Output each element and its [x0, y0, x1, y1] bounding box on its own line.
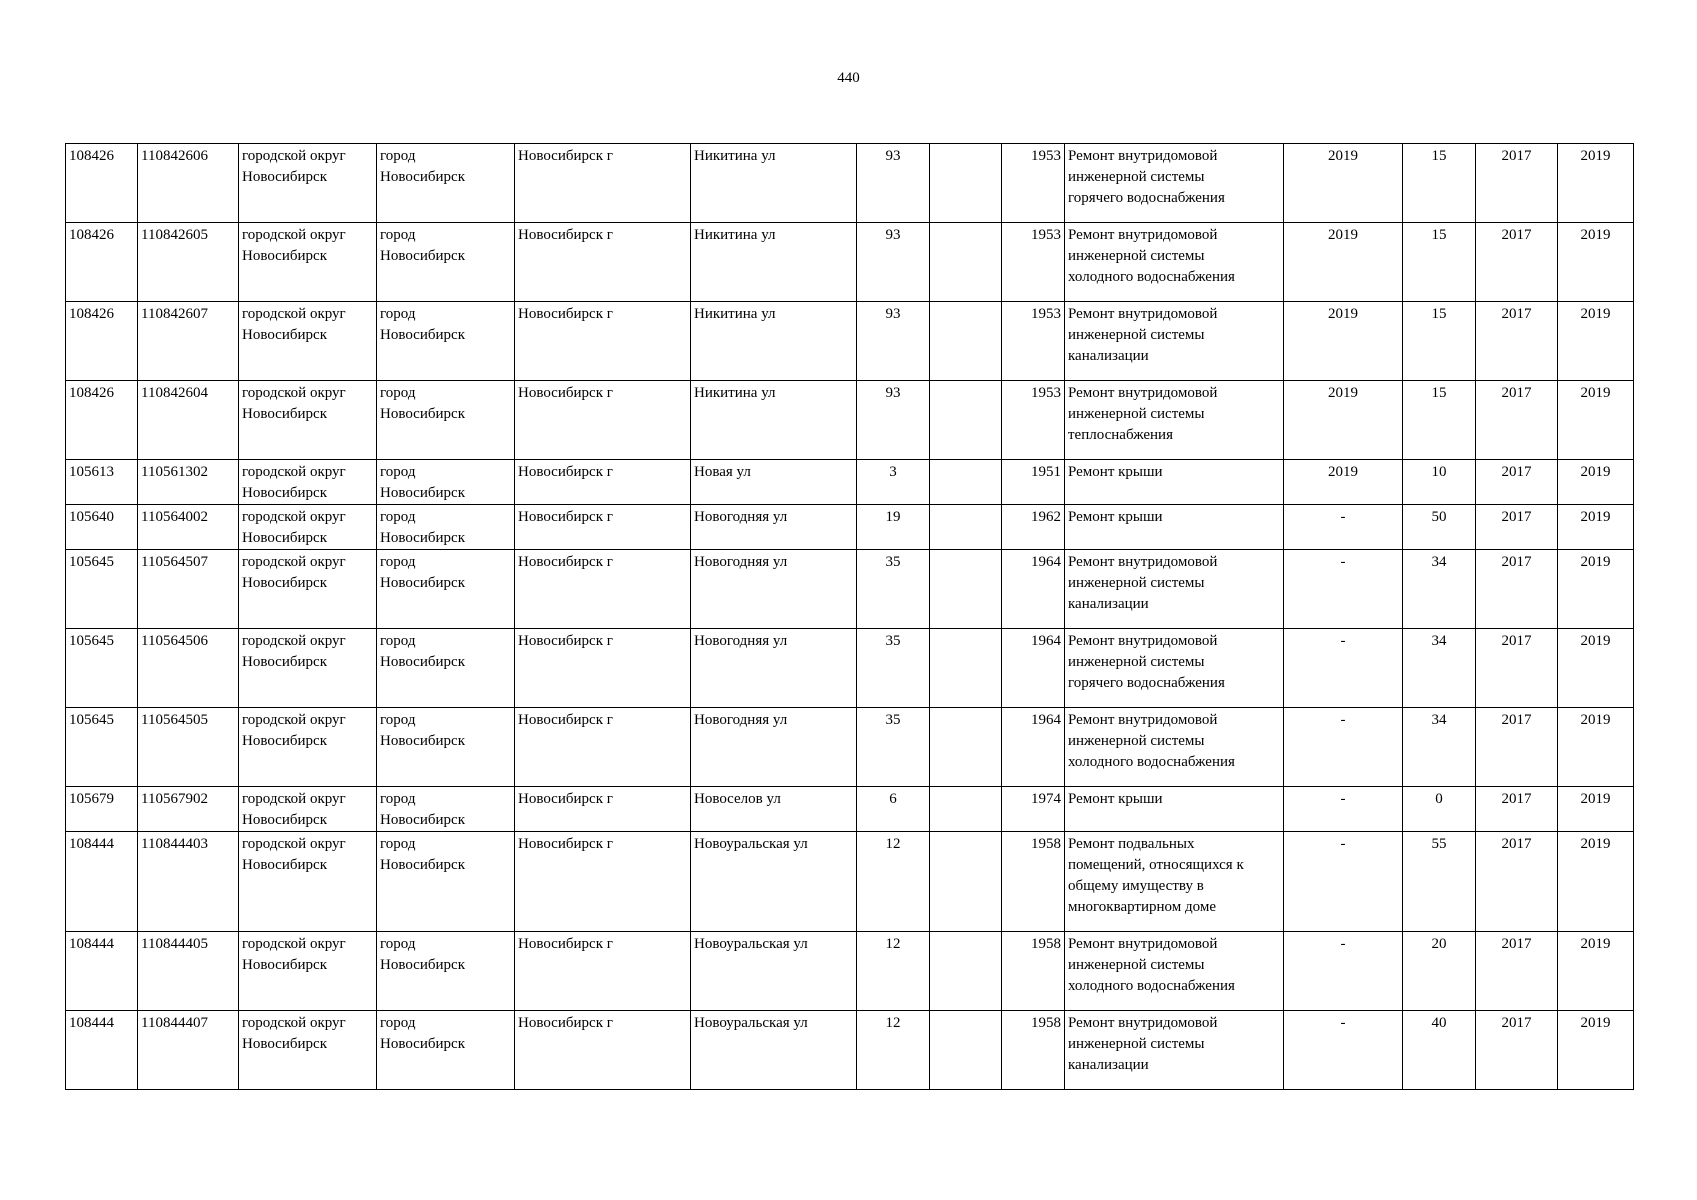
building-cell [930, 223, 1002, 302]
period-end-cell: 2019 [1558, 708, 1634, 787]
locality-cell: Новосибирск г [515, 708, 691, 787]
locality-cell: Новосибирск г [515, 505, 691, 550]
period-end-cell: 2019 [1558, 144, 1634, 223]
wear-percent-cell: 34 [1403, 708, 1476, 787]
municipal-district-cell: городской округ Новосибирск [239, 460, 377, 505]
work-type-cell: Ремонт внутридомовой инженерной системы холодного водоснабжения [1065, 223, 1284, 302]
municipal-district-cell: городской округ Новосибирск [239, 144, 377, 223]
settlement-cell: город Новосибирск [377, 505, 515, 550]
construction-year-cell: 1964 [1002, 550, 1065, 629]
house-number-cell: 93 [857, 144, 930, 223]
last-repair-year-cell: - [1284, 832, 1403, 932]
period-start-cell: 2017 [1476, 832, 1558, 932]
settlement-cell: город Новосибирск [377, 787, 515, 832]
locality-cell: Новосибирск г [515, 381, 691, 460]
construction-year-cell: 1953 [1002, 223, 1065, 302]
municipal-district-cell: городской округ Новосибирск [239, 832, 377, 932]
table-row [66, 832, 1634, 932]
house-number-cell: 12 [857, 932, 930, 1011]
period-end-cell: 2019 [1558, 629, 1634, 708]
municipal-district-cell: городской округ Новосибирск [239, 787, 377, 832]
building-cell [930, 460, 1002, 505]
wear-percent-cell: 40 [1403, 1011, 1476, 1090]
house-number-cell: 35 [857, 708, 930, 787]
table-row [66, 932, 1634, 1011]
building-cell [930, 550, 1002, 629]
locality-cell: Новосибирск г [515, 1011, 691, 1090]
table-row [66, 460, 1634, 505]
street-cell: Новоселов ул [691, 787, 857, 832]
settlement-cell: город Новосибирск [377, 932, 515, 1011]
house-id-cell: 105640 [66, 505, 138, 550]
street-cell: Новогодняя ул [691, 505, 857, 550]
construction-year-cell: 1958 [1002, 832, 1065, 932]
house-number-cell: 93 [857, 381, 930, 460]
last-repair-year-cell: - [1284, 932, 1403, 1011]
table-row [66, 144, 1634, 223]
municipal-district-cell: городской округ Новосибирск [239, 223, 377, 302]
municipal-district-cell: городской округ Новосибирск [239, 932, 377, 1011]
street-cell: Новоуральская ул [691, 1011, 857, 1090]
settlement-cell: город Новосибирск [377, 381, 515, 460]
locality-cell: Новосибирск г [515, 302, 691, 381]
period-start-cell: 2017 [1476, 381, 1558, 460]
work-id-cell: 110844403 [138, 832, 239, 932]
period-end-cell: 2019 [1558, 223, 1634, 302]
period-end-cell: 2019 [1558, 832, 1634, 932]
period-end-cell: 2019 [1558, 932, 1634, 1011]
period-start-cell: 2017 [1476, 787, 1558, 832]
work-type-cell: Ремонт внутридомовой инженерной системы канализации [1065, 302, 1284, 381]
period-end-cell: 2019 [1558, 1011, 1634, 1090]
house-id-cell: 105679 [66, 787, 138, 832]
settlement-cell: город Новосибирск [377, 832, 515, 932]
period-start-cell: 2017 [1476, 223, 1558, 302]
construction-year-cell: 1958 [1002, 1011, 1065, 1090]
table-row [66, 708, 1634, 787]
period-end-cell: 2019 [1558, 460, 1634, 505]
period-end-cell: 2019 [1558, 787, 1634, 832]
construction-year-cell: 1953 [1002, 381, 1065, 460]
house-id-cell: 105645 [66, 629, 138, 708]
house-number-cell: 35 [857, 550, 930, 629]
settlement-cell: город Новосибирск [377, 550, 515, 629]
work-type-cell: Ремонт внутридомовой инженерной системы теплоснабжения [1065, 381, 1284, 460]
locality-cell: Новосибирск г [515, 932, 691, 1011]
wear-percent-cell: 15 [1403, 223, 1476, 302]
locality-cell: Новосибирск г [515, 223, 691, 302]
house-id-cell: 108444 [66, 932, 138, 1011]
house-id-cell: 108444 [66, 1011, 138, 1090]
construction-year-cell: 1974 [1002, 787, 1065, 832]
work-type-cell: Ремонт внутридомовой инженерной системы канализации [1065, 550, 1284, 629]
period-start-cell: 2017 [1476, 460, 1558, 505]
work-type-cell: Ремонт внутридомовой инженерной системы холодного водоснабжения [1065, 708, 1284, 787]
work-type-cell: Ремонт внутридомовой инженерной системы горячего водоснабжения [1065, 629, 1284, 708]
house-number-cell: 3 [857, 460, 930, 505]
building-cell [930, 144, 1002, 223]
work-id-cell: 110844405 [138, 932, 239, 1011]
last-repair-year-cell: 2019 [1284, 302, 1403, 381]
locality-cell: Новосибирск г [515, 144, 691, 223]
building-cell [930, 832, 1002, 932]
locality-cell: Новосибирск г [515, 460, 691, 505]
work-id-cell: 110564505 [138, 708, 239, 787]
work-type-cell: Ремонт крыши [1065, 460, 1284, 505]
building-cell [930, 505, 1002, 550]
wear-percent-cell: 0 [1403, 787, 1476, 832]
period-start-cell: 2017 [1476, 302, 1558, 381]
house-id-cell: 105645 [66, 708, 138, 787]
municipal-district-cell: городской округ Новосибирск [239, 708, 377, 787]
work-id-cell: 110842604 [138, 381, 239, 460]
house-id-cell: 108426 [66, 144, 138, 223]
period-end-cell: 2019 [1558, 505, 1634, 550]
last-repair-year-cell: 2019 [1284, 223, 1403, 302]
work-id-cell: 110844407 [138, 1011, 239, 1090]
municipal-district-cell: городской округ Новосибирск [239, 505, 377, 550]
municipal-district-cell: городской округ Новосибирск [239, 302, 377, 381]
period-start-cell: 2017 [1476, 505, 1558, 550]
municipal-district-cell: городской округ Новосибирск [239, 1011, 377, 1090]
house-number-cell: 12 [857, 1011, 930, 1090]
house-number-cell: 12 [857, 832, 930, 932]
locality-cell: Новосибирск г [515, 629, 691, 708]
period-start-cell: 2017 [1476, 708, 1558, 787]
last-repair-year-cell: 2019 [1284, 460, 1403, 505]
period-start-cell: 2017 [1476, 1011, 1558, 1090]
construction-year-cell: 1964 [1002, 629, 1065, 708]
work-type-cell: Ремонт внутридомовой инженерной системы канализации [1065, 1011, 1284, 1090]
table-row [66, 787, 1634, 832]
building-cell [930, 1011, 1002, 1090]
house-number-cell: 93 [857, 302, 930, 381]
work-type-cell: Ремонт внутридомовой инженерной системы горячего водоснабжения [1065, 144, 1284, 223]
construction-year-cell: 1953 [1002, 302, 1065, 381]
wear-percent-cell: 50 [1403, 505, 1476, 550]
settlement-cell: город Новосибирск [377, 223, 515, 302]
last-repair-year-cell: - [1284, 787, 1403, 832]
street-cell: Новогодняя ул [691, 629, 857, 708]
last-repair-year-cell: 2019 [1284, 144, 1403, 223]
street-cell: Никитина ул [691, 381, 857, 460]
street-cell: Никитина ул [691, 223, 857, 302]
last-repair-year-cell: - [1284, 629, 1403, 708]
table-row [66, 550, 1634, 629]
building-cell [930, 932, 1002, 1011]
work-type-cell: Ремонт крыши [1065, 505, 1284, 550]
last-repair-year-cell: - [1284, 550, 1403, 629]
house-id-cell: 108426 [66, 381, 138, 460]
table-body [66, 144, 1634, 1090]
last-repair-year-cell: - [1284, 505, 1403, 550]
construction-year-cell: 1962 [1002, 505, 1065, 550]
street-cell: Никитина ул [691, 302, 857, 381]
period-start-cell: 2017 [1476, 932, 1558, 1011]
settlement-cell: город Новосибирск [377, 629, 515, 708]
building-cell [930, 381, 1002, 460]
locality-cell: Новосибирск г [515, 832, 691, 932]
settlement-cell: город Новосибирск [377, 144, 515, 223]
period-start-cell: 2017 [1476, 629, 1558, 708]
work-id-cell: 110842605 [138, 223, 239, 302]
table-row [66, 302, 1634, 381]
street-cell: Никитина ул [691, 144, 857, 223]
house-number-cell: 93 [857, 223, 930, 302]
house-id-cell: 105645 [66, 550, 138, 629]
construction-year-cell: 1958 [1002, 932, 1065, 1011]
building-cell [930, 302, 1002, 381]
house-id-cell: 108426 [66, 223, 138, 302]
work-type-cell: Ремонт внутридомовой инженерной системы холодного водоснабжения [1065, 932, 1284, 1011]
table-row [66, 505, 1634, 550]
wear-percent-cell: 34 [1403, 629, 1476, 708]
work-type-cell: Ремонт крыши [1065, 787, 1284, 832]
building-cell [930, 708, 1002, 787]
house-number-cell: 35 [857, 629, 930, 708]
street-cell: Новая ул [691, 460, 857, 505]
street-cell: Новоуральская ул [691, 832, 857, 932]
period-start-cell: 2017 [1476, 144, 1558, 223]
wear-percent-cell: 55 [1403, 832, 1476, 932]
settlement-cell: город Новосибирск [377, 708, 515, 787]
construction-year-cell: 1953 [1002, 144, 1065, 223]
construction-year-cell: 1964 [1002, 708, 1065, 787]
building-cell [930, 787, 1002, 832]
period-end-cell: 2019 [1558, 550, 1634, 629]
last-repair-year-cell: - [1284, 1011, 1403, 1090]
wear-percent-cell: 15 [1403, 144, 1476, 223]
locality-cell: Новосибирск г [515, 787, 691, 832]
last-repair-year-cell: 2019 [1284, 381, 1403, 460]
work-id-cell: 110567902 [138, 787, 239, 832]
house-id-cell: 108426 [66, 302, 138, 381]
house-id-cell: 105613 [66, 460, 138, 505]
work-id-cell: 110842607 [138, 302, 239, 381]
work-id-cell: 110564002 [138, 505, 239, 550]
period-start-cell: 2017 [1476, 550, 1558, 629]
page-number: 440 [837, 70, 860, 86]
last-repair-year-cell: - [1284, 708, 1403, 787]
settlement-cell: город Новосибирск [377, 302, 515, 381]
table-row [66, 381, 1634, 460]
period-end-cell: 2019 [1558, 381, 1634, 460]
wear-percent-cell: 15 [1403, 381, 1476, 460]
work-id-cell: 110561302 [138, 460, 239, 505]
house-id-cell: 108444 [66, 832, 138, 932]
wear-percent-cell: 15 [1403, 302, 1476, 381]
municipal-district-cell: городской округ Новосибирск [239, 550, 377, 629]
house-number-cell: 19 [857, 505, 930, 550]
municipal-district-cell: городской округ Новосибирск [239, 629, 377, 708]
street-cell: Новоуральская ул [691, 932, 857, 1011]
house-number-cell: 6 [857, 787, 930, 832]
settlement-cell: город Новосибирск [377, 1011, 515, 1090]
street-cell: Новогодняя ул [691, 550, 857, 629]
work-id-cell: 110564506 [138, 629, 239, 708]
table-row [66, 223, 1634, 302]
settlement-cell: город Новосибирск [377, 460, 515, 505]
wear-percent-cell: 10 [1403, 460, 1476, 505]
period-end-cell: 2019 [1558, 302, 1634, 381]
locality-cell: Новосибирск г [515, 550, 691, 629]
municipal-district-cell: городской округ Новосибирск [239, 381, 377, 460]
work-id-cell: 110564507 [138, 550, 239, 629]
table-row [66, 629, 1634, 708]
street-cell: Новогодняя ул [691, 708, 857, 787]
wear-percent-cell: 20 [1403, 932, 1476, 1011]
work-id-cell: 110842606 [138, 144, 239, 223]
repair-schedule-table [65, 143, 1634, 1090]
construction-year-cell: 1951 [1002, 460, 1065, 505]
work-type-cell: Ремонт подвальных помещений, относящихся к общему имуществу в многоквартирном доме [1065, 832, 1284, 932]
table-row [66, 1011, 1634, 1090]
building-cell [930, 629, 1002, 708]
wear-percent-cell: 34 [1403, 550, 1476, 629]
